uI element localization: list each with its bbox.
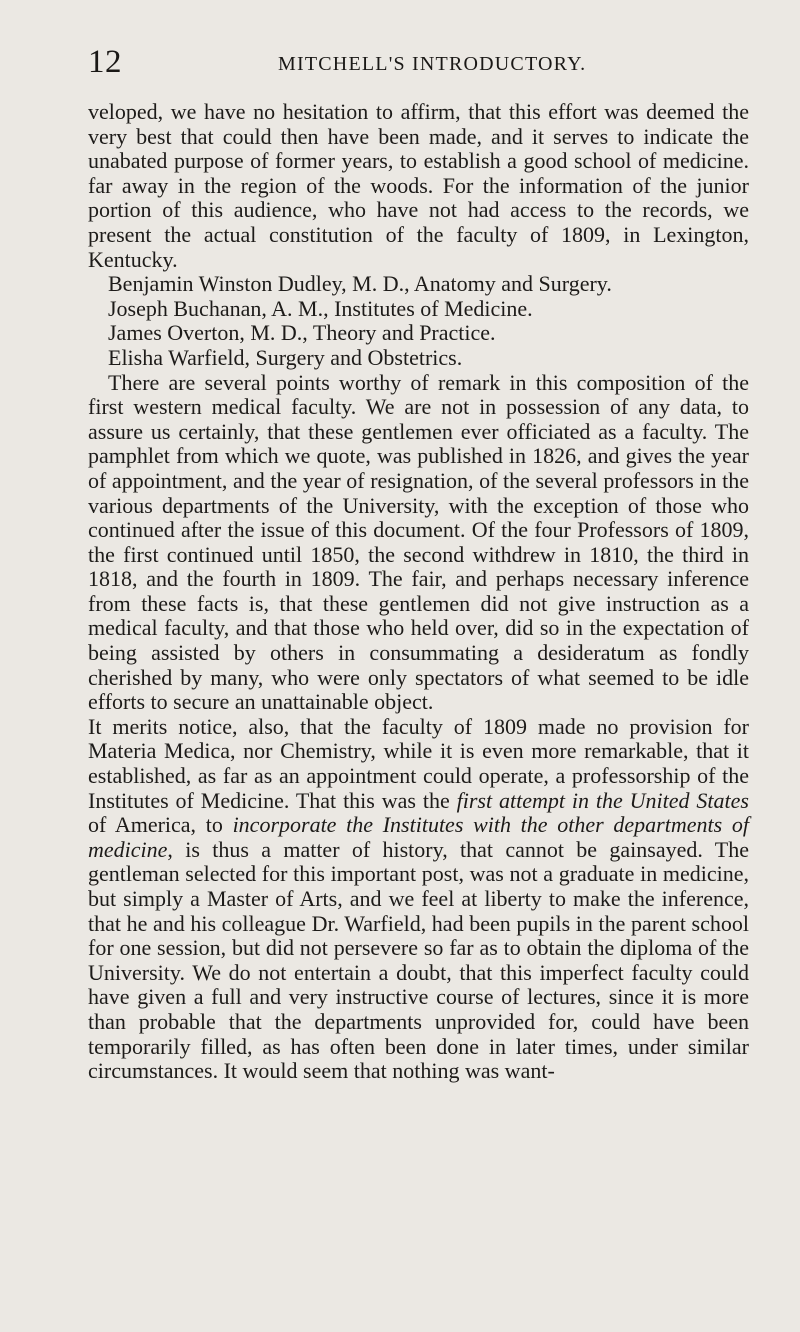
paragraph-2: There are several points worthy of remark in this composition of the first western medical faculty. We are not in possession of any data, to assure us certainly, that these gentlemen ever officiated as a faculty. The pamphlet from which we quote, was published in 1826, and gives the year of appointment, and the year of resignation, of the several professors in the various departments of the University, with the exception of those who continued after the issue of this document. Of the four Professors of 1809, the first continued until 1850, the second withdrew in 1810, the third in 1818, and the fourth in 1809. The fair, and perhaps necessary inference from these facts is, that these gentlemen did not give instruction as a medical faculty, and that those who held over, did so in the expectation of being assisted by others in consummating a desideratum as fondly cherished by many, who were only spectators of what seemed to be idle efforts to secure an unattainable object. xyxy=(88,369,749,715)
body-text xyxy=(88,100,749,1084)
faculty-entry-dudley: Benjamin Winston Dudley, M. D., Anatomy and Surgery. xyxy=(108,271,612,297)
paragraph-3-part-b: of America, to xyxy=(88,812,233,838)
paragraph-3 xyxy=(88,715,749,1084)
paragraph-3-part-a: It merits notice, also, that the faculty of 1809 made no provision for Materia Medica, nor Chemistry, while it is even more remarkable, that it established, as far as an appointment could operate, a professorship of the Institutes of Medicine. That this was the xyxy=(88,713,749,813)
page-header xyxy=(88,44,748,84)
page-number: 12 xyxy=(88,44,122,80)
faculty-list xyxy=(88,272,749,370)
paragraph-1: veloped, we have no hesitation to affirm, that this effort was deemed the very best that could then have been made, and it serves to indicate the unabated purpose of former years, to establish a good school of medicine. far away in the region of the woods. For the information of the junior portion of this audience, who have not had access to the records, we present the actual constitution of the faculty of 1809, in Lexington, Kentucky. xyxy=(88,99,749,272)
faculty-entry-warfield: Elisha Warfield, Surgery and Obstetrics. xyxy=(108,344,463,370)
paragraph-3-part-c: , is thus a matter of history, that cannot be gainsayed. The gentleman selected for this important post, was not a graduate in medicine, but simply a Master of Arts, and we feel at liberty to make the inference, that he and his colleague Dr. Warfield, had been pupils in the parent school for one session, but did not persevere so far as to obtain the diploma of the University. We do not entertain a doubt, that this imperfect faculty could have given a full and very instructive course of lectures, since it is more than probable that the departments unprovided for, could have been temporarily filled, as has often been done in later times, under similar circumstances. It would seem that nothing was want- xyxy=(88,836,749,1084)
faculty-entry-buchanan: Joseph Buchanan, A. M., Institutes of Medicine. xyxy=(108,295,533,321)
running-head: MITCHELL'S INTRODUCTORY. xyxy=(278,53,587,75)
paragraph-3-italic-first-attempt: first attempt in the United States xyxy=(456,787,749,813)
faculty-entry-overton: James Overton, M. D., Theory and Practice. xyxy=(108,320,496,346)
paragraph-3-italic-incorporate: incorporate the Institutes with the other departments of medicine xyxy=(88,812,749,862)
